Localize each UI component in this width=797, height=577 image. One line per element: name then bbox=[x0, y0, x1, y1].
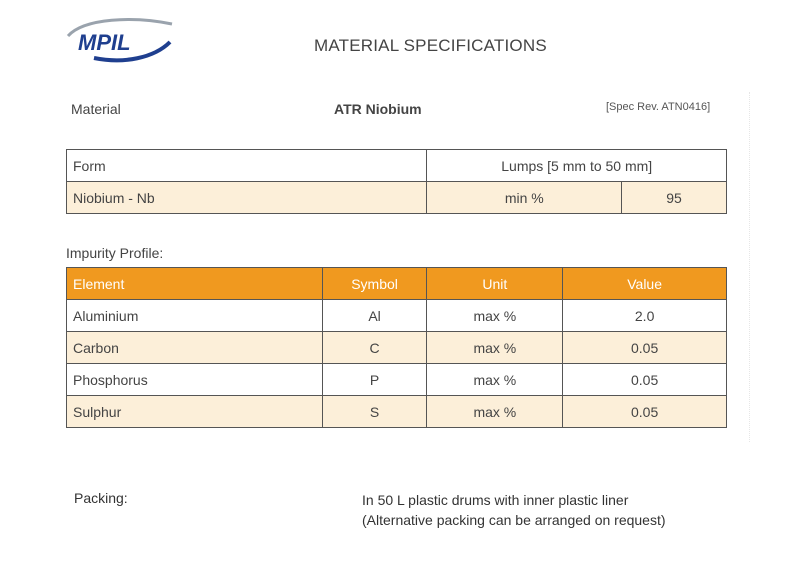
material-name: ATR Niobium bbox=[334, 101, 422, 117]
table-header-row bbox=[67, 268, 727, 300]
cell-symbol: C bbox=[322, 332, 427, 364]
cell-value: 0.05 bbox=[563, 364, 727, 396]
cell-value: 2.0 bbox=[563, 300, 727, 332]
cell-symbol: S bbox=[322, 396, 427, 428]
column-header-value: Value bbox=[563, 268, 727, 300]
cell-element: Aluminium bbox=[67, 300, 323, 332]
element-value: 95 bbox=[622, 182, 727, 214]
impurity-table bbox=[66, 267, 727, 428]
cell-symbol: Al bbox=[322, 300, 427, 332]
cell-value: 0.05 bbox=[563, 332, 727, 364]
packing-details bbox=[362, 490, 666, 530]
form-label: Form bbox=[67, 150, 427, 182]
column-header-element: Element bbox=[67, 268, 323, 300]
cell-value: 0.05 bbox=[563, 396, 727, 428]
company-logo bbox=[64, 16, 174, 66]
column-header-symbol: Symbol bbox=[322, 268, 427, 300]
element-label: Niobium - Nb bbox=[67, 182, 427, 214]
packing-line-2: (Alternative packing can be arranged on request) bbox=[362, 512, 666, 528]
page-edge-divider bbox=[749, 92, 750, 442]
cell-element: Phosphorus bbox=[67, 364, 323, 396]
table-row bbox=[67, 364, 727, 396]
spec-revision: [Spec Rev. ATN0416] bbox=[606, 101, 711, 113]
cell-unit: max % bbox=[427, 332, 563, 364]
form-value: Lumps [5 mm to 50 mm] bbox=[427, 150, 727, 182]
form-table bbox=[66, 149, 727, 214]
element-unit: min % bbox=[427, 182, 622, 214]
mpil-logo-icon bbox=[64, 16, 174, 66]
material-label: Material bbox=[71, 101, 121, 117]
table-row bbox=[67, 182, 727, 214]
table-row bbox=[67, 150, 727, 182]
document-title: MATERIAL SPECIFICATIONS bbox=[314, 36, 547, 55]
cell-symbol: P bbox=[322, 364, 427, 396]
packing-line-1: In 50 L plastic drums with inner plastic liner bbox=[362, 492, 629, 508]
cell-unit: max % bbox=[427, 396, 563, 428]
table-row bbox=[67, 332, 727, 364]
table-row bbox=[67, 300, 727, 332]
column-header-unit: Unit bbox=[427, 268, 563, 300]
cell-unit: max % bbox=[427, 300, 563, 332]
impurity-caption: Impurity Profile: bbox=[66, 245, 164, 261]
cell-unit: max % bbox=[427, 364, 563, 396]
packing-label: Packing: bbox=[74, 490, 128, 506]
cell-element: Sulphur bbox=[67, 396, 323, 428]
logo-text: MPIL bbox=[78, 30, 131, 55]
cell-element: Carbon bbox=[67, 332, 323, 364]
table-row bbox=[67, 396, 727, 428]
